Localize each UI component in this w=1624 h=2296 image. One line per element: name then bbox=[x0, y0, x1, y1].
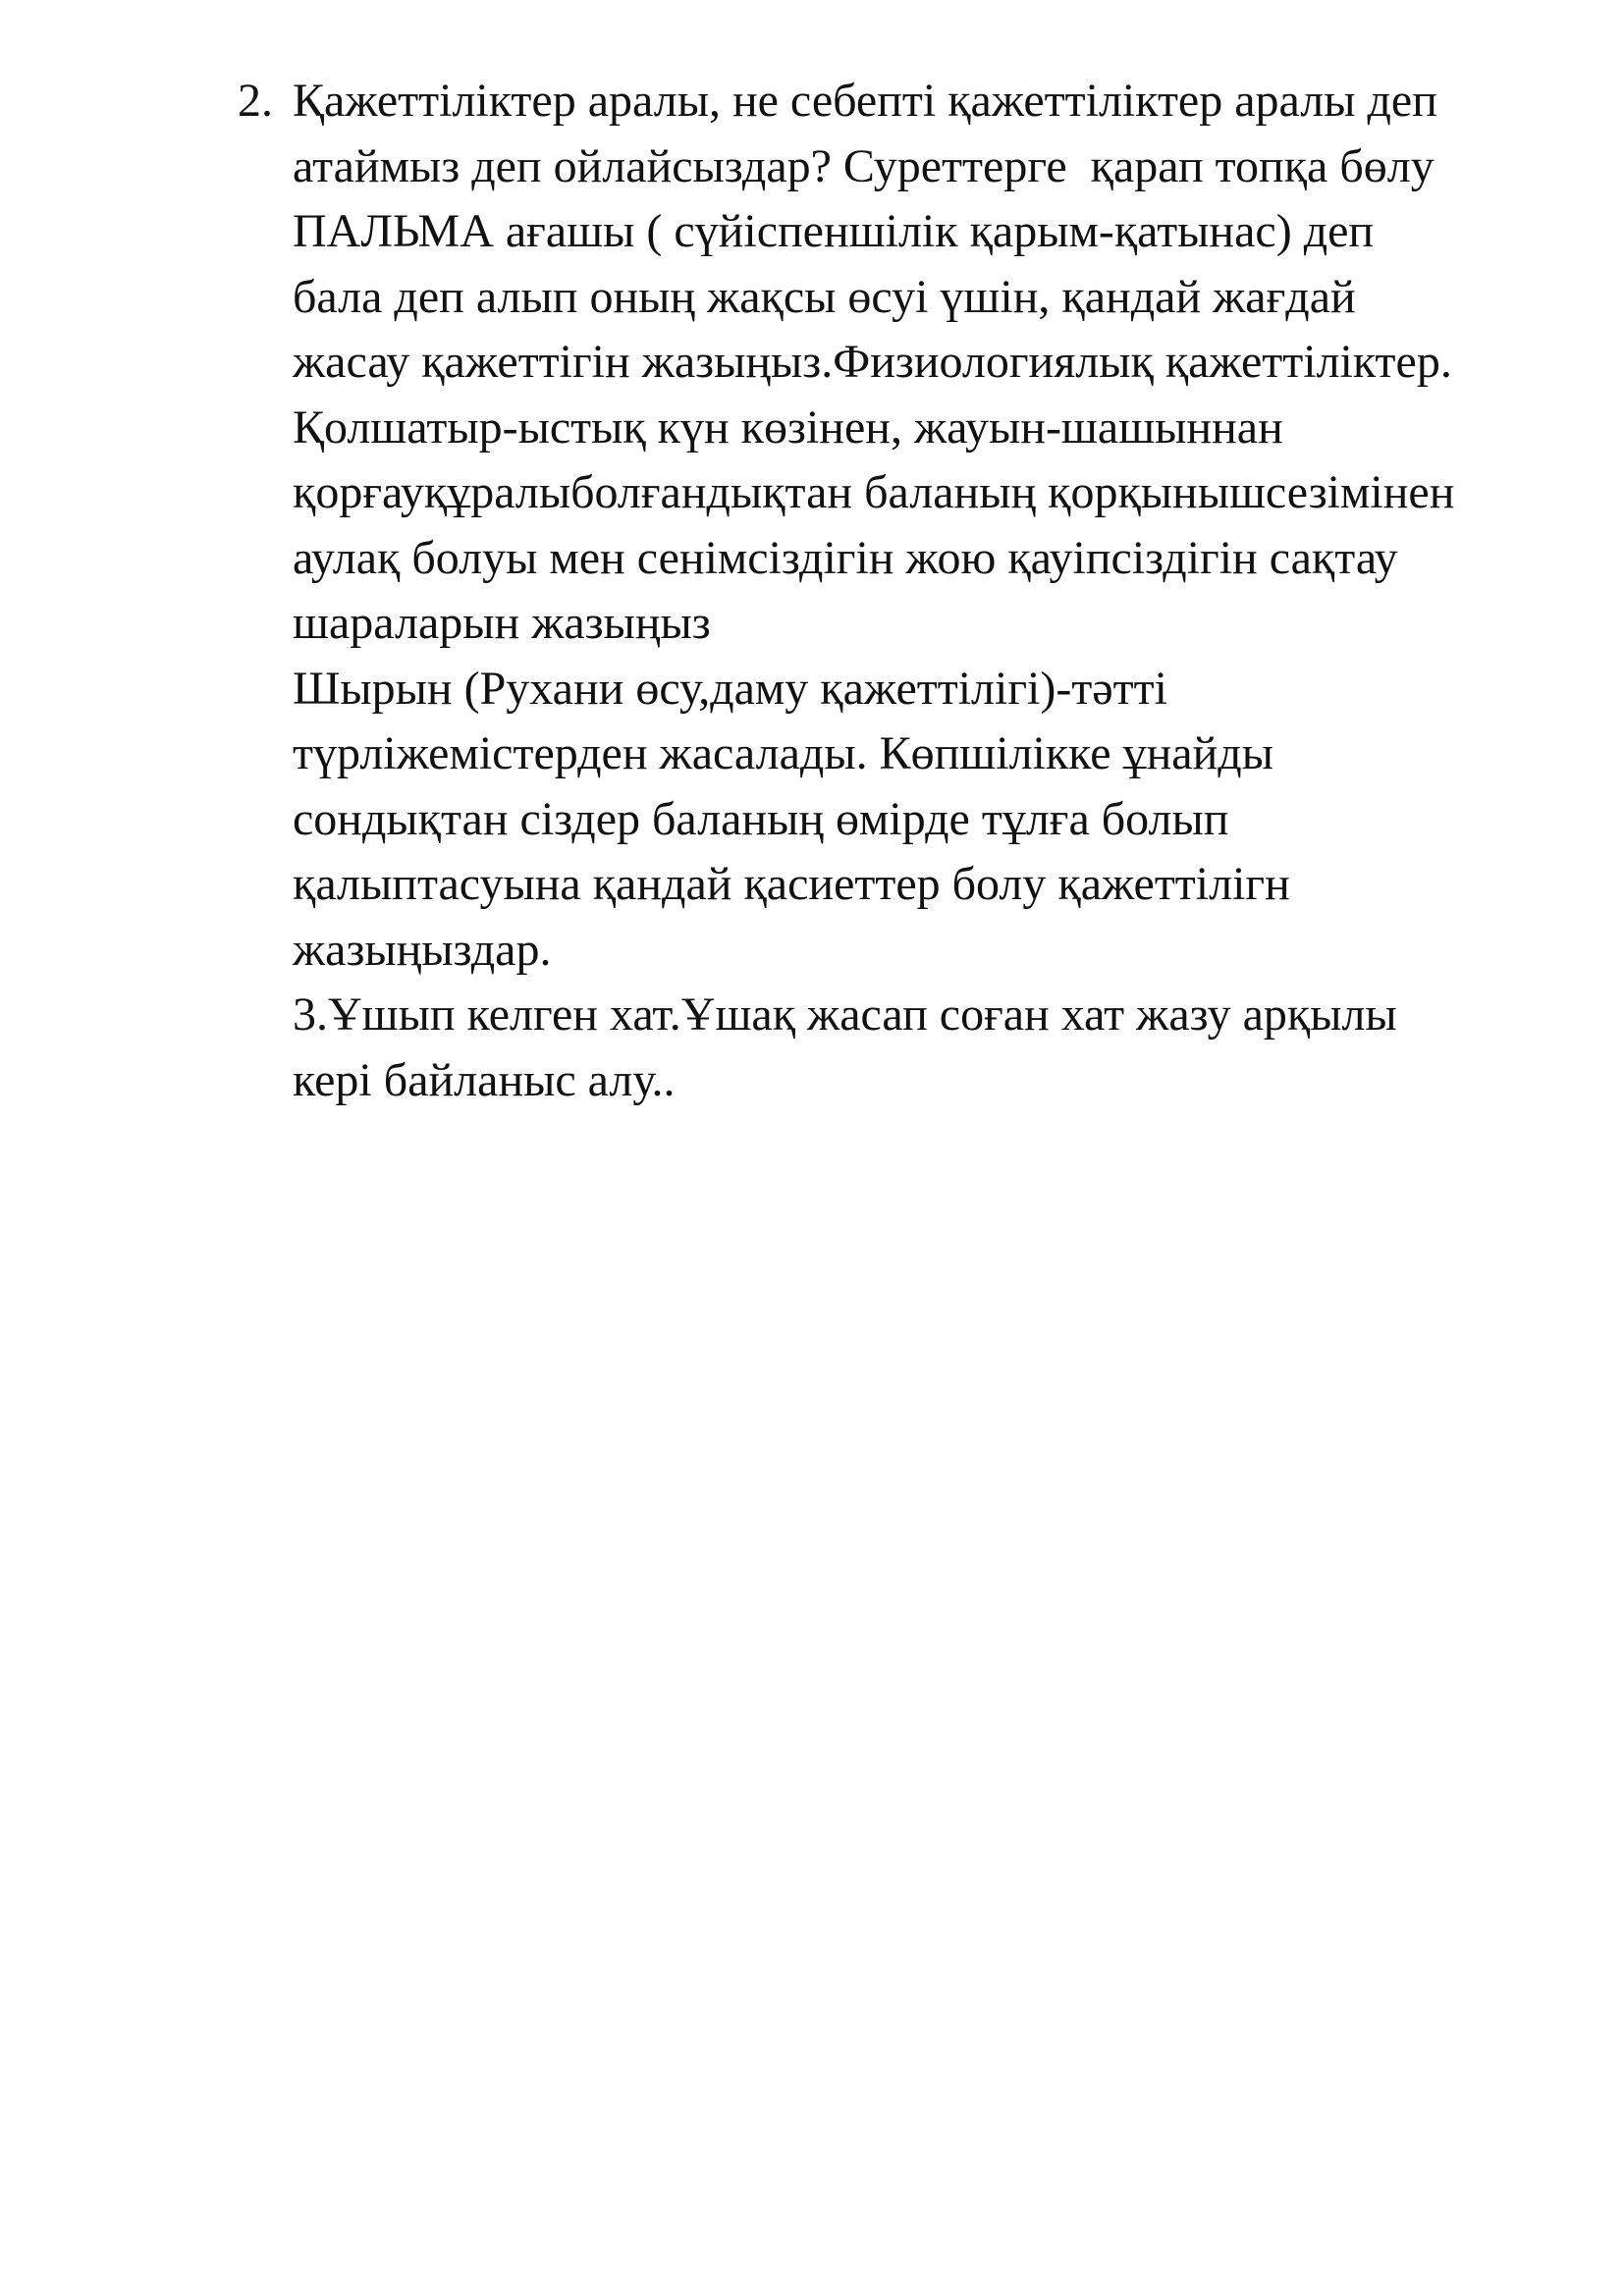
item-text bbox=[293, 69, 1543, 1113]
item-number: 2. bbox=[238, 75, 273, 127]
text-line: кері байланыс алу.. bbox=[293, 1053, 676, 1106]
text-line: Шырын (Рухани өсу,даму қажеттілігі)-тәтті bbox=[293, 662, 1167, 715]
text-line: шараларын жазыңыз bbox=[293, 597, 711, 649]
text-line: жазыңыздар. bbox=[293, 923, 552, 976]
text-line: сондықтан сіздер баланың өмірде тұлға болып bbox=[293, 792, 1229, 845]
text-line: жасау қажеттігін жазыңыз.Физиологиялық қажеттіліктер. bbox=[293, 336, 1452, 388]
text-line: ПАЛЬМА ағашы ( сүйіспеншілік қарым-қатынас) деп bbox=[293, 205, 1375, 257]
text-line: бала деп алып оның жақсы өсуі үшін, қандай жағдай bbox=[293, 270, 1356, 323]
text-line: Қажеттіліктер аралы, не себепті қажеттіліктер аралы деп bbox=[293, 75, 1437, 127]
text-line: аулақ болуы мен сенімсіздігін жою қауіпсіздігін сақтау bbox=[293, 531, 1398, 584]
text-line: Қолшатыр-ыстық күн көзінен, жауын-шашыннан bbox=[293, 400, 1283, 454]
text-line: түрліжемістерден жасалады. Көпшілікке ұнайды bbox=[293, 727, 1273, 779]
text-line: қорғауқұралыболғандықтан баланың қорқынышсезімінен bbox=[293, 466, 1455, 518]
text-line: атаймыз деп ойлайсыздар? Суреттерге қарап топқа бөлу bbox=[293, 139, 1435, 192]
text-line: 3.Ұшып келген хат.Ұшақ жасап соған хат жазу арқылы bbox=[293, 988, 1397, 1041]
text-line: қалыптасуына қандай қасиеттер болу қажеттілігн bbox=[293, 858, 1290, 910]
